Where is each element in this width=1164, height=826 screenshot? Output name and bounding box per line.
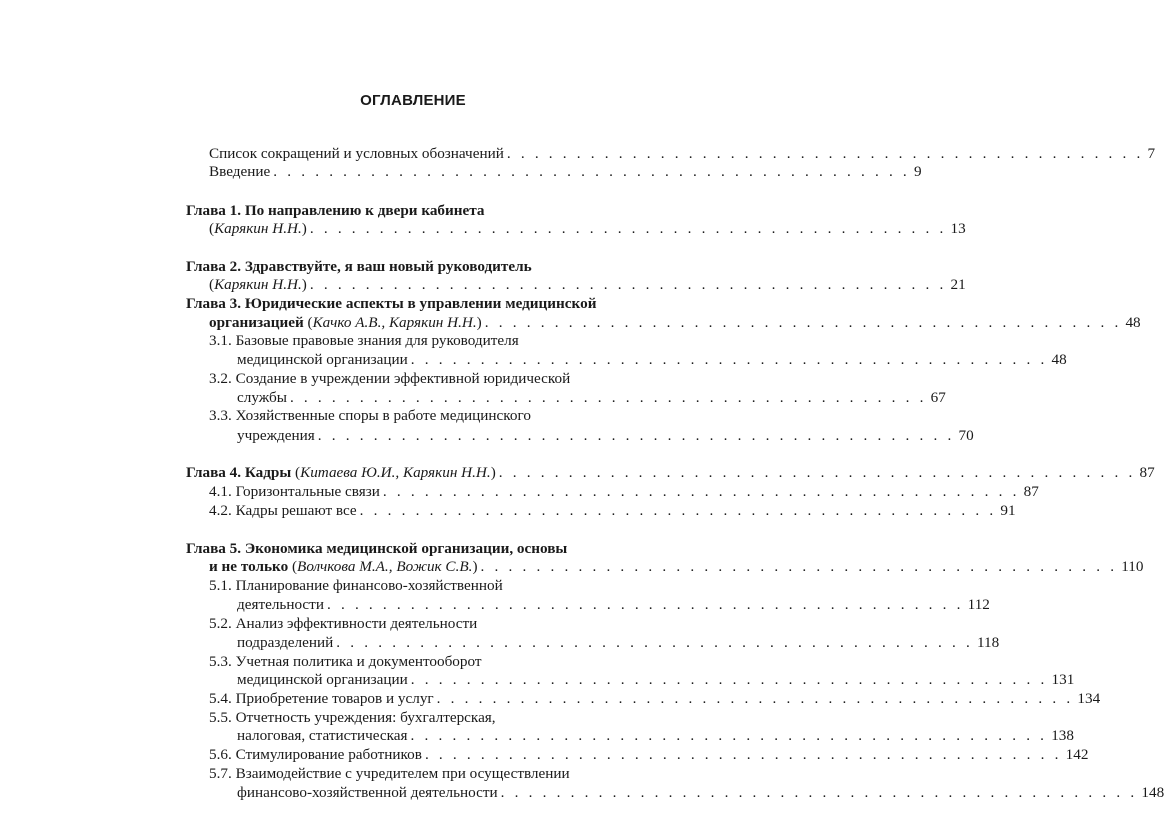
toc-entry-text: Приобретение товаров и услуг — [235, 690, 434, 707]
page-title: ОГЛАВЛЕНИЕ — [360, 92, 466, 109]
section-number: 4.1. — [209, 483, 232, 500]
toc-section-5-1[interactable] — [209, 576, 656, 596]
toc-section-3-3[interactable] — [209, 406, 656, 426]
section-number: 5.1. — [209, 577, 232, 594]
toc-page-number: 70 — [958, 427, 974, 444]
toc-section-3-1[interactable] — [209, 331, 656, 351]
leader-dots: . . . . . . . . . . . . . . . . . . . . . . . . . . . . . . . . . . . . . . . . . . . . . . — [424, 746, 1062, 763]
section-number: 4.2. — [209, 502, 232, 519]
toc-entry-text: Создание в учреждении эффективной юридической — [235, 370, 571, 387]
toc-page-number: 9 — [913, 163, 922, 180]
toc-page-number: 7 — [1147, 145, 1156, 162]
toc-chapter-1-heading[interactable] — [186, 201, 656, 221]
leader-dots: . . . . . . . . . . . . . . . . . . . . . . . . . . . . . . . . . . . . . . . . . . . . . . — [498, 464, 1136, 481]
toc-section-5-2[interactable] — [209, 614, 656, 634]
toc-entry-text: Планирование финансово-хозяйственной — [235, 577, 503, 594]
toc-authors: Карякин Н.Н. — [214, 220, 302, 237]
toc-page-number: 13 — [950, 220, 966, 237]
toc-page-number: 118 — [976, 634, 1000, 651]
chapter-title-cont: организацией — [209, 314, 304, 331]
section-number: 5.7. — [209, 765, 232, 782]
toc-entry-text: Хозяйственные споры в работе медицинского — [235, 407, 531, 424]
toc-entry-text-cont: налоговая, статистическая — [237, 727, 408, 744]
toc-page-number: 131 — [1051, 671, 1075, 688]
leader-dots: . . . . . . . . . . . . . . . . . . . . . . . . . . . . . . . . . . . . . . . . . . . . . . — [326, 596, 964, 613]
chapter-title: Глава 3. Юридические аспекты в управлении медицинской — [186, 295, 597, 312]
chapter-title: Глава 2. Здравствуйте, я ваш новый руководитель — [186, 258, 532, 275]
toc-entry-introduction[interactable] — [209, 162, 922, 182]
toc-entry-abbreviations[interactable] — [209, 144, 1156, 164]
leader-dots: . . . . . . . . . . . . . . . . . . . . . . . . . . . . . . . . . . . . . . . . . . . . . . — [309, 220, 947, 237]
leader-dots: . . . . . . . . . . . . . . . . . . . . . . . . . . . . . . . . . . . . . . . . . . . . . . — [410, 727, 1048, 744]
toc-section-5-7[interactable] — [209, 764, 656, 784]
toc-authors: Китаева Ю.И., Карякин Н.Н. — [300, 464, 491, 481]
chapter-title: Глава 4. Кадры — [186, 464, 292, 481]
toc-section-5-2-cont[interactable] — [237, 633, 1000, 653]
section-number: 5.5. — [209, 709, 232, 726]
toc-entry-text: Отчетность учреждения: бухгалтерская, — [235, 709, 496, 726]
section-number: 5.2. — [209, 615, 232, 632]
toc-entry-text-cont: подразделений — [237, 634, 334, 651]
toc-section-5-7-cont[interactable] — [237, 783, 1164, 803]
toc-chapter-5-authors[interactable]: и не только (Волчкова М.А., Вожик С.В.) . . . . . . . . . . . . . . . . . . . . . . . . . . . . . . . . . . . . . . . . . . . . . . 110 — [209, 558, 1144, 575]
toc-entry-text: Горизонтальные связи — [235, 483, 380, 500]
toc-authors: Карякин Н.Н. — [214, 276, 302, 293]
toc-chapter-1-authors[interactable]: (Карякин Н.Н.) . . . . . . . . . . . . . . . . . . . . . . . . . . . . . . . . . . . . . . . . . . . . . . 13 — [209, 220, 966, 237]
leader-dots: . . . . . . . . . . . . . . . . . . . . . . . . . . . . . . . . . . . . . . . . . . . . . . — [289, 389, 927, 406]
toc-page-number: 48 — [1125, 314, 1141, 331]
toc-page-number: 87 — [1139, 464, 1155, 481]
toc-entry-text: Кадры решают все — [235, 502, 357, 519]
toc-chapter-2-heading[interactable] — [186, 257, 656, 277]
section-number: 3.3. — [209, 407, 232, 424]
toc-page-number: 142 — [1065, 746, 1089, 763]
toc-authors: Волчкова М.А., Вожик С.В. — [297, 558, 473, 575]
section-number: 3.1. — [209, 332, 232, 349]
toc-chapter-4-heading[interactable]: Глава 4. Кадры (Китаева Ю.И., Карякин Н.Н.) . . . . . . . . . . . . . . . . . . . . . . . . . . . . . . . . . . . . . . . . . . . . . . 87 — [186, 464, 1155, 481]
toc-entry-text-cont: службы — [237, 389, 287, 406]
section-number: 5.3. — [209, 653, 232, 670]
toc-entry-text-cont: деятельности — [237, 596, 324, 613]
section-number: 5.6. — [209, 746, 232, 763]
toc-entry-text-cont: медицинской организации — [237, 351, 408, 368]
section-number: 5.4. — [209, 690, 232, 707]
toc-page-number: 48 — [1051, 351, 1067, 368]
chapter-title-cont: и не только — [209, 558, 289, 575]
toc-chapter-2-authors[interactable]: (Карякин Н.Н.) . . . . . . . . . . . . . . . . . . . . . . . . . . . . . . . . . . . . . . . . . . . . . . 21 — [209, 276, 966, 293]
toc-entry-text: Базовые правовые знания для руководителя — [235, 332, 519, 349]
toc-page-number: 67 — [930, 389, 946, 406]
toc-entry-text: Список сокращений и условных обозначений — [209, 145, 504, 162]
leader-dots: . . . . . . . . . . . . . . . . . . . . . . . . . . . . . . . . . . . . . . . . . . . . . . — [480, 558, 1118, 575]
toc-chapter-3-authors[interactable]: организацией (Качко А.В., Карякин Н.Н.) . . . . . . . . . . . . . . . . . . . . . . . . . . . . . . . . . . . . . . . . . . . . . . 48 — [209, 314, 1141, 331]
section-number: 3.2. — [209, 370, 232, 387]
toc-authors: Качко А.В., Карякин Н.Н. — [312, 314, 477, 331]
toc-section-5-3[interactable] — [209, 652, 656, 672]
toc-section-3-3-cont[interactable] — [237, 426, 974, 446]
toc-entry-text-cont: медицинской организации — [237, 671, 408, 688]
leader-dots: . . . . . . . . . . . . . . . . . . . . . . . . . . . . . . . . . . . . . . . . . . . . . . — [273, 163, 910, 180]
leader-dots: . . . . . . . . . . . . . . . . . . . . . . . . . . . . . . . . . . . . . . . . . . . . . . — [484, 314, 1122, 331]
leader-dots: . . . . . . . . . . . . . . . . . . . . . . . . . . . . . . . . . . . . . . . . . . . . . . — [500, 784, 1138, 801]
toc-page-number: 87 — [1023, 483, 1039, 500]
leader-dots: . . . . . . . . . . . . . . . . . . . . . . . . . . . . . . . . . . . . . . . . . . . . . . — [317, 427, 955, 444]
leader-dots: . . . . . . . . . . . . . . . . . . . . . . . . . . . . . . . . . . . . . . . . . . . . . . — [410, 671, 1048, 688]
leader-dots: . . . . . . . . . . . . . . . . . . . . . . . . . . . . . . . . . . . . . . . . . . . . . . — [382, 483, 1020, 500]
leader-dots: . . . . . . . . . . . . . . . . . . . . . . . . . . . . . . . . . . . . . . . . . . . . . . — [309, 276, 947, 293]
leader-dots: . . . . . . . . . . . . . . . . . . . . . . . . . . . . . . . . . . . . . . . . . . . . . . — [436, 690, 1074, 707]
toc-page-number: 21 — [950, 276, 966, 293]
toc-page-number: 91 — [1000, 502, 1016, 519]
toc-section-5-1-cont[interactable] — [237, 595, 990, 615]
toc-section-5-3-cont[interactable] — [237, 670, 1075, 690]
toc-entry-text: Введение — [209, 163, 271, 180]
chapter-title: Глава 1. По направлению к двери кабинета — [186, 202, 485, 219]
toc-section-5-5[interactable] — [209, 708, 656, 728]
toc-entry-text: Учетная политика и документооборот — [235, 653, 482, 670]
toc-chapter-5-heading[interactable] — [186, 539, 656, 559]
toc-section-3-1-cont[interactable] — [237, 350, 1067, 370]
chapter-title: Глава 5. Экономика медицинской организации, основы — [186, 540, 568, 557]
leader-dots: . . . . . . . . . . . . . . . . . . . . . . . . . . . . . . . . . . . . . . . . . . . . . . — [359, 502, 997, 519]
toc-entry-text-cont: финансово-хозяйственной деятельности — [237, 784, 498, 801]
toc-page-number: 148 — [1141, 784, 1164, 801]
leader-dots: . . . . . . . . . . . . . . . . . . . . . . . . . . . . . . . . . . . . . . . . . . . . . . — [336, 634, 973, 651]
toc-entry-text: Взаимодействие с учредителем при осуществлении — [235, 765, 570, 782]
toc-section-3-2-cont[interactable] — [237, 388, 946, 408]
toc-entry-text-cont: учреждения — [237, 427, 315, 444]
toc-page-number: 138 — [1051, 727, 1074, 744]
leader-dots: . . . . . . . . . . . . . . . . . . . . . . . . . . . . . . . . . . . . . . . . . . . . . . — [410, 351, 1048, 368]
toc-section-4-2[interactable] — [209, 501, 1016, 521]
toc-page-number: 134 — [1077, 690, 1101, 707]
toc-page-number: 110 — [1121, 558, 1144, 575]
leader-dots: . . . . . . . . . . . . . . . . . . . . . . . . . . . . . . . . . . . . . . . . . . . . . . — [506, 145, 1144, 162]
toc-section-5-6[interactable] — [209, 745, 1089, 765]
toc-section-4-1[interactable] — [209, 482, 1039, 502]
toc-page-number: 112 — [967, 596, 990, 613]
toc-section-5-5-cont[interactable] — [237, 726, 1074, 746]
toc-section-5-4[interactable] — [209, 689, 1101, 709]
toc-entry-text: Анализ эффективности деятельности — [235, 615, 478, 632]
toc-section-3-2[interactable] — [209, 369, 656, 389]
toc-entry-text: Стимулирование работников — [235, 746, 422, 763]
toc-chapter-3-heading[interactable] — [186, 294, 656, 314]
